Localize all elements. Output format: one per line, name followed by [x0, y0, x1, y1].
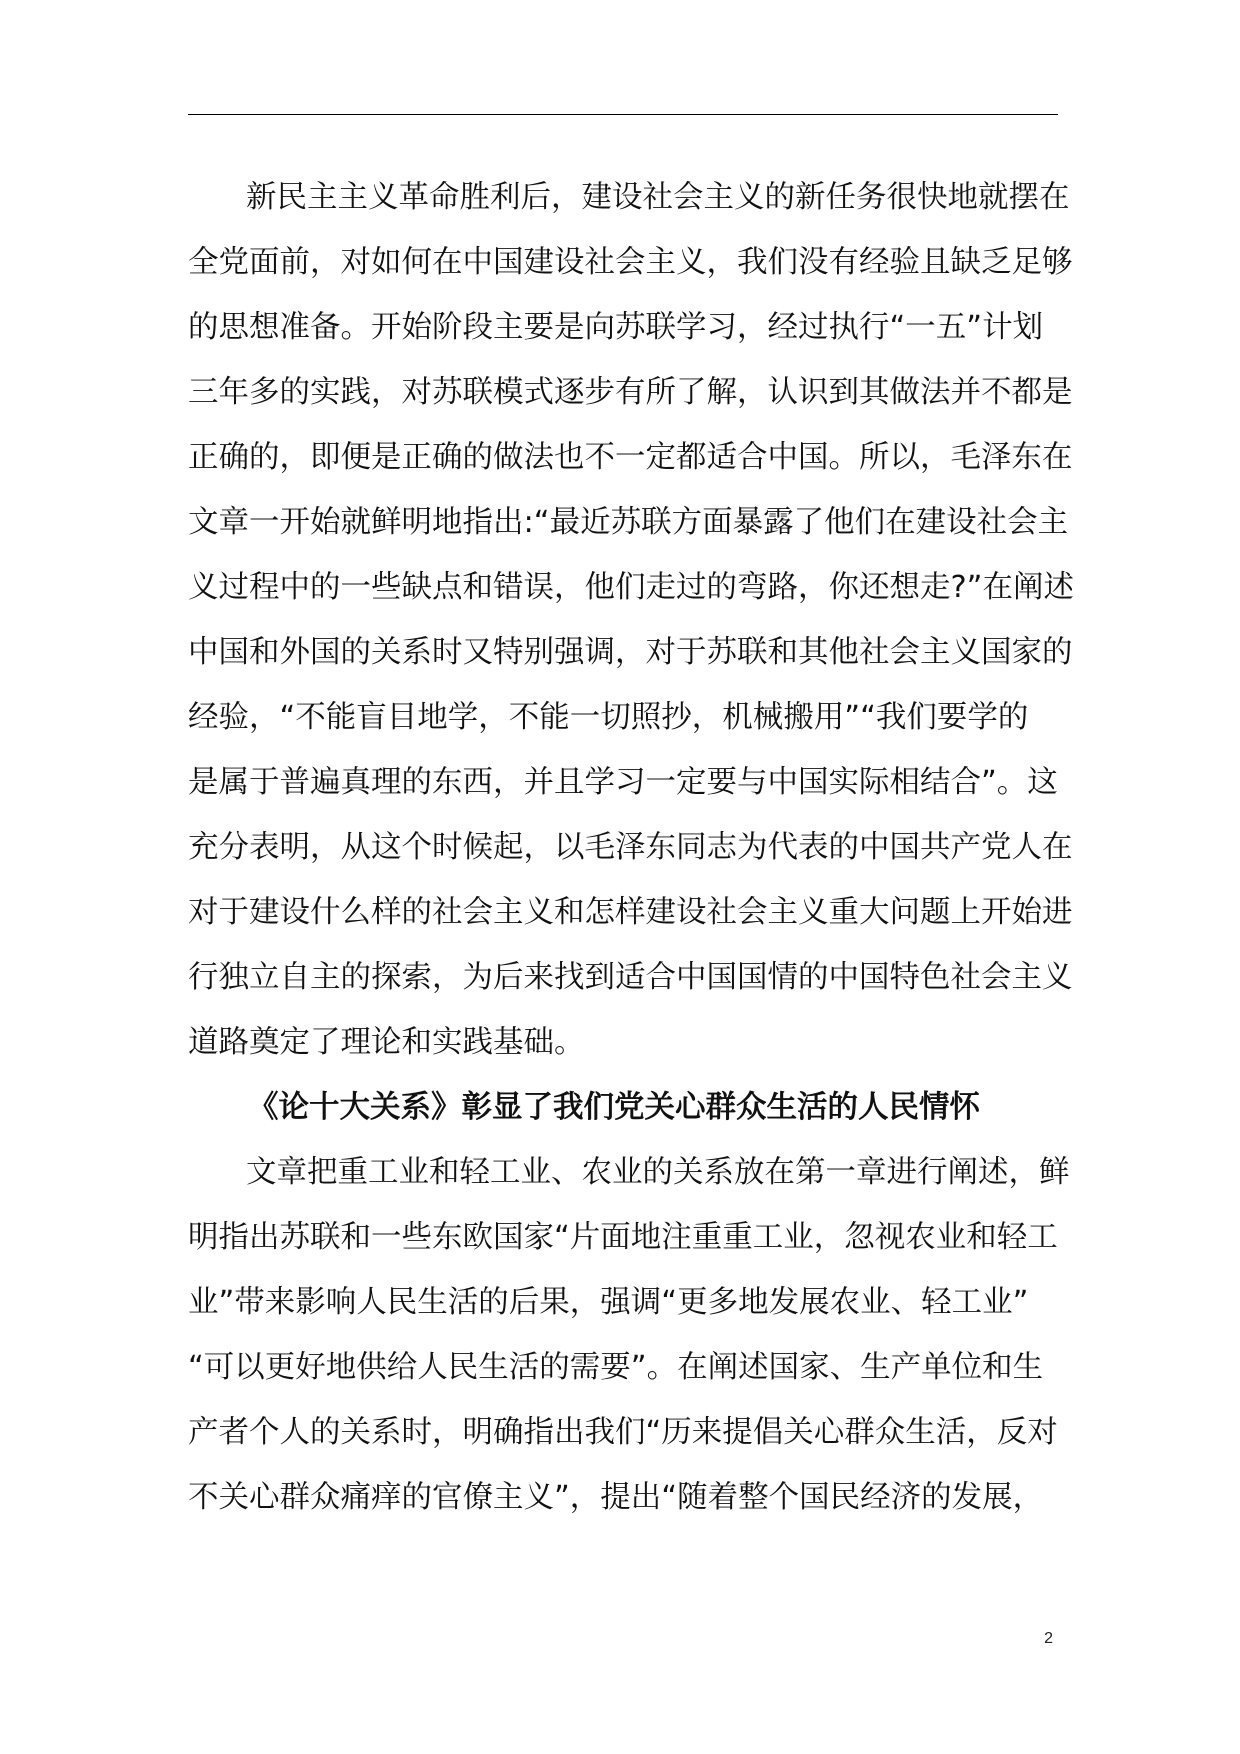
paragraph-line: 的思想准备。开始阶段主要是向苏联学习，经过执行“一五”计划	[188, 310, 1044, 345]
paragraph-line: 不关心群众痛痒的官僚主义”，提出“随着整个国民经济的发展，	[188, 1480, 1044, 1515]
paragraph-line: 正确的，即便是正确的做法也不一定都适合中国。所以，毛泽东在	[188, 440, 1073, 475]
paragraph-line: 义过程中的一些缺点和错误，他们走过的弯路，你还想走?”在阐述	[188, 570, 1074, 605]
paragraph-line: 中国和外国的关系时又特别强调，对于苏联和其他社会主义国家的	[188, 635, 1073, 670]
paragraph-line: 文章一开始就鲜明地指出:“最近苏联方面暴露了他们在建设社会主	[188, 505, 1069, 540]
paragraph-line: “可以更好地供给人民生活的需要”。在阐述国家、生产单位和生	[188, 1350, 1044, 1385]
paragraph-2	[188, 1140, 1070, 1530]
paragraph-line: 产者个人的关系时，明确指出我们“历来提倡关心群众生活，反对	[188, 1415, 1058, 1450]
paragraph-line: 新民主主义革命胜利后，建设社会主义的新任务很快地就摆在	[246, 180, 1070, 215]
paragraph-line: 全党面前，对如何在中国建设社会主义，我们没有经验且缺乏足够	[188, 245, 1073, 280]
paragraph-line: 对于建设什么样的社会主义和怎样建设社会主义重大问题上开始进	[188, 895, 1073, 930]
paragraph-line: 经验，“不能盲目地学，不能一切照抄，机械搬用”“我们要学的	[188, 700, 1029, 735]
page-number: 2	[1044, 1630, 1053, 1647]
header-rule	[188, 114, 1058, 115]
paragraph-line: 充分表明，从这个时候起，以毛泽东同志为代表的中国共产党人在	[188, 830, 1073, 865]
paragraph-1	[188, 165, 1074, 1075]
paragraph-line: 三年多的实践，对苏联模式逐步有所了解，认识到其做法并不都是	[188, 375, 1073, 410]
paragraph-line: 道路奠定了理论和实践基础。	[188, 1025, 585, 1060]
paragraph-line: 业”带来影响人民生活的后果，强调“更多地发展农业、轻工业”	[188, 1285, 1029, 1320]
paragraph-line: 是属于普遍真理的东西，并且学习一定要与中国实际相结合”。这	[188, 765, 1058, 800]
paragraph-line: 明指出苏联和一些东欧国家“片面地注重重工业，忽视农业和轻工	[188, 1220, 1058, 1255]
document-body	[188, 165, 1074, 1530]
section-heading: 《论十大关系》彰显了我们党关心群众生活的人民情怀	[248, 1090, 980, 1125]
paragraph-line: 文章把重工业和轻工业、农业的关系放在第一章进行阐述，鲜	[246, 1155, 1070, 1190]
paragraph-line: 行独立自主的探索，为后来找到适合中国国情的中国特色社会主义	[188, 960, 1073, 995]
